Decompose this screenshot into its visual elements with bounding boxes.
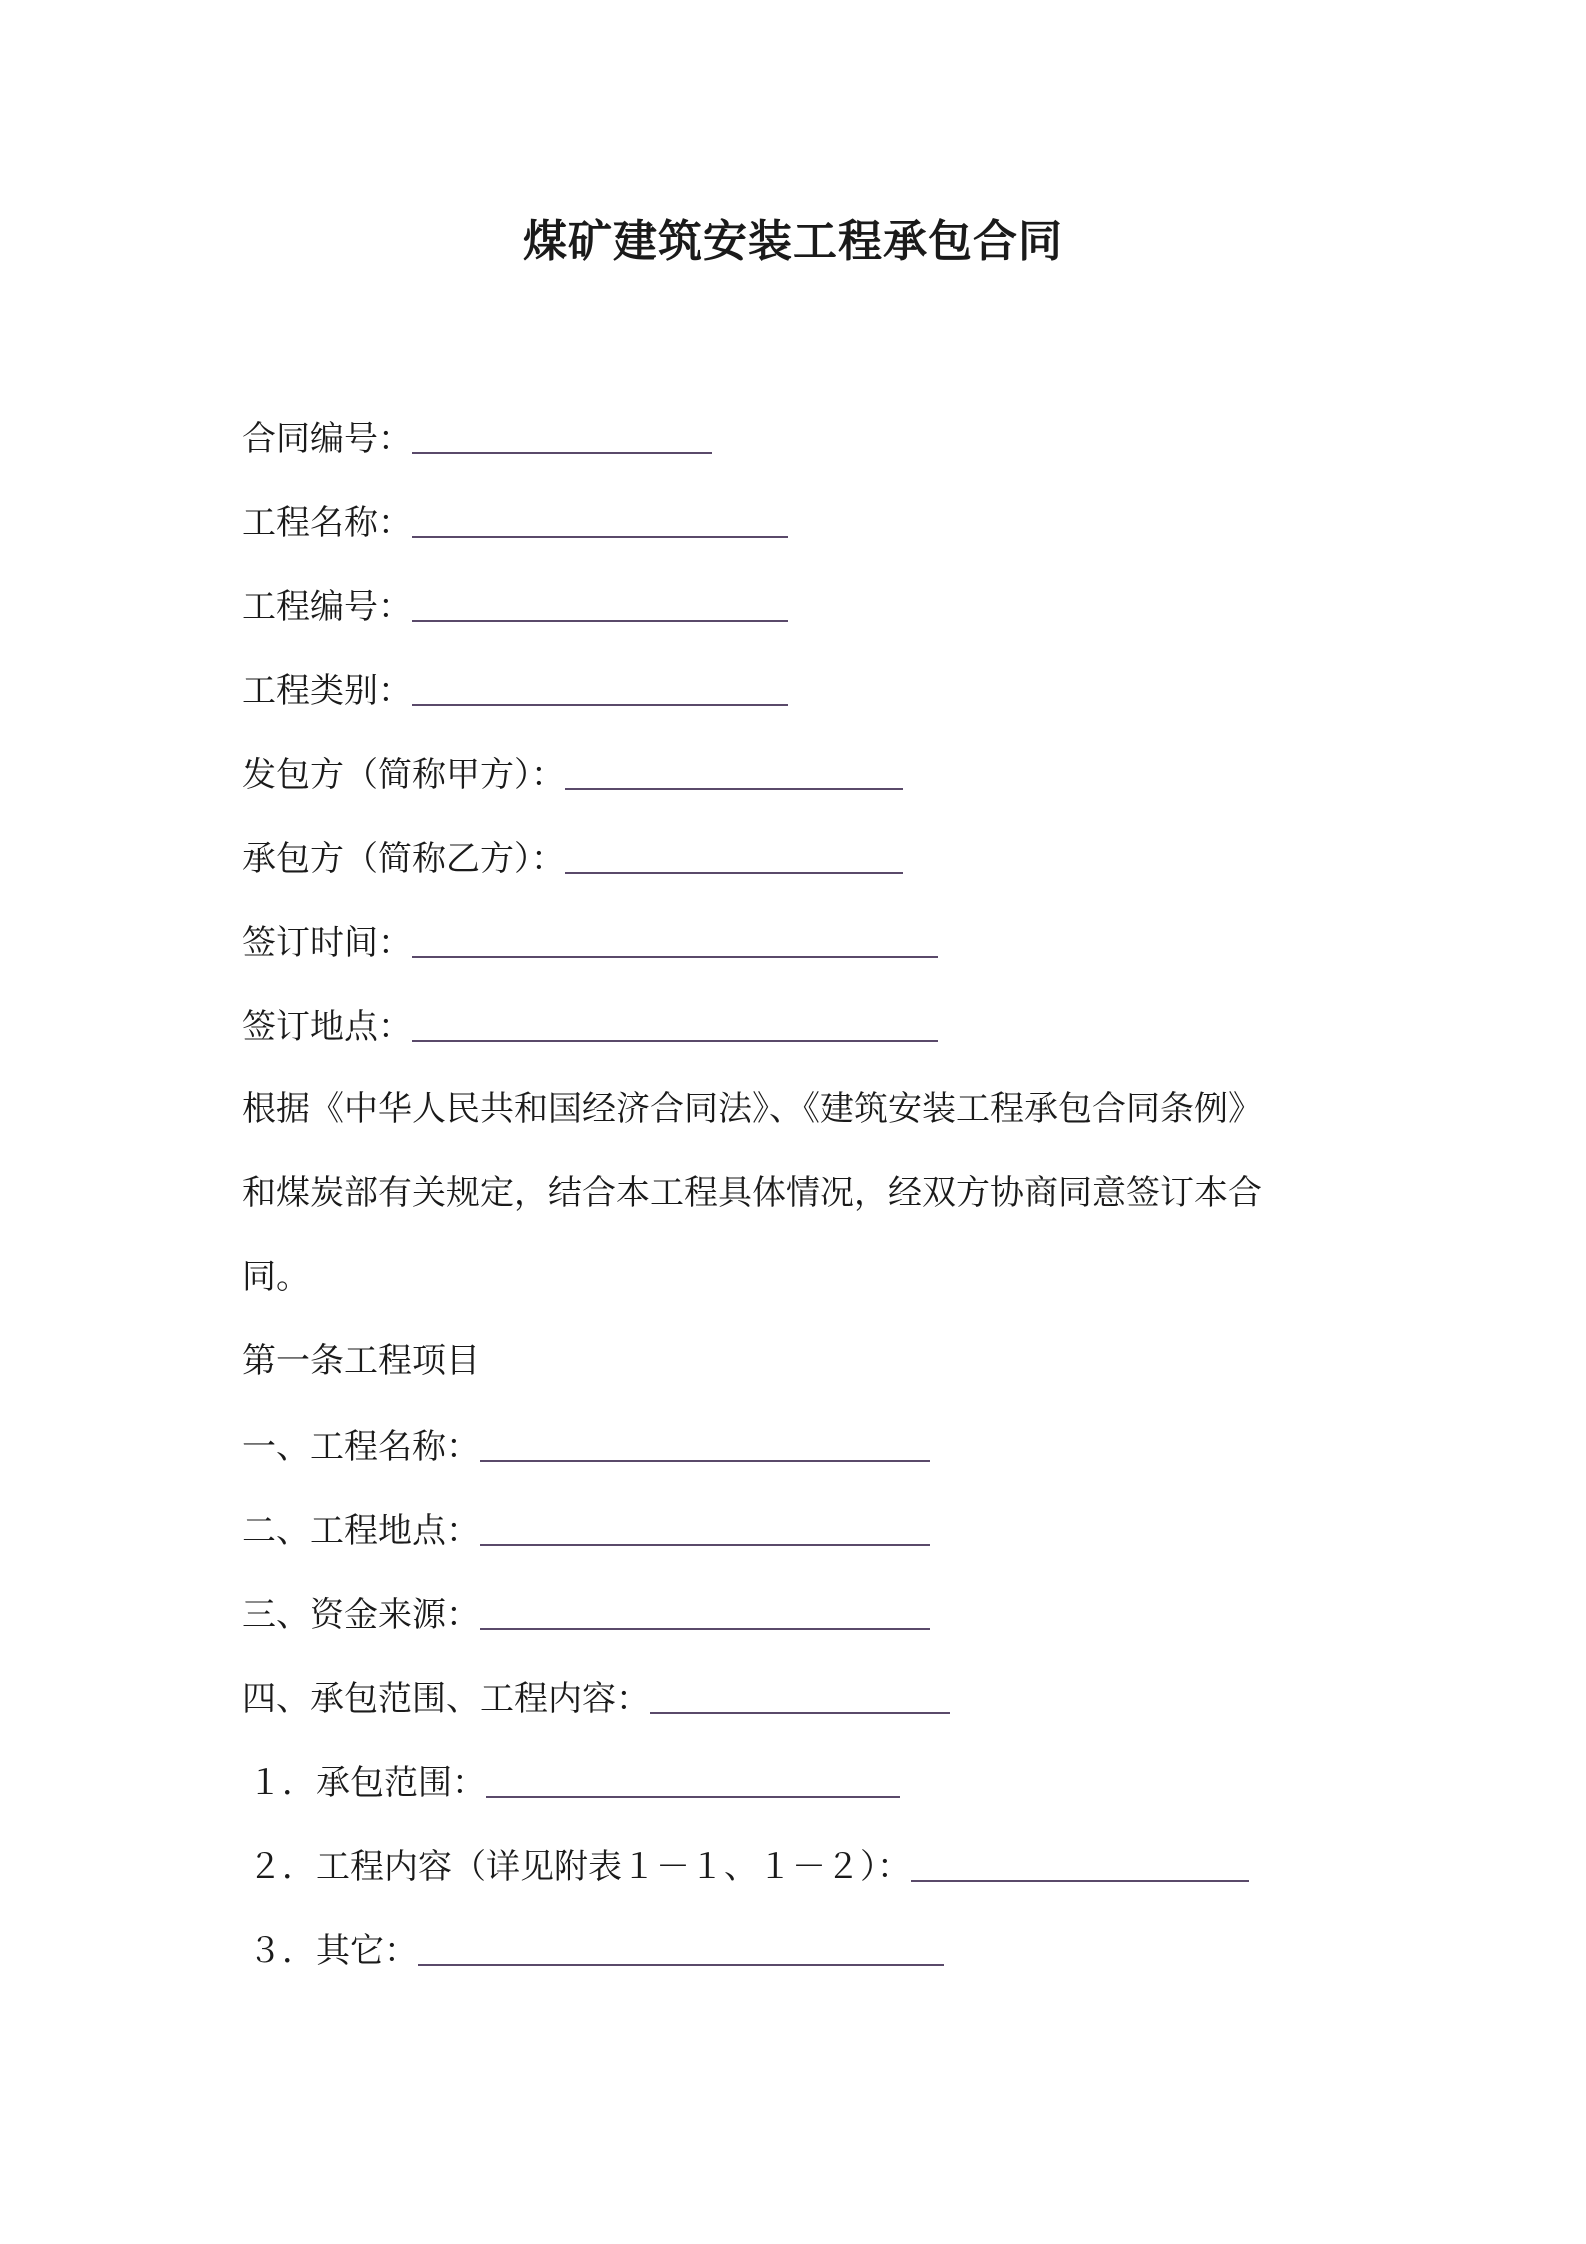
project-number-field: [242, 580, 788, 632]
project-category-field: [242, 664, 788, 716]
fill-in-blank[interactable]: [911, 1844, 1249, 1882]
article-item: [242, 1588, 930, 1640]
field-label: 签订地点：: [242, 1007, 412, 1047]
item-label: 三、资金来源：: [242, 1595, 480, 1635]
field-label: 发包方（简称甲方）：: [242, 755, 565, 795]
field-label: 工程名称：: [242, 503, 412, 543]
page-title: 煤矿建筑安装工程承包合同: [523, 216, 1063, 267]
article-subitem: [248, 1840, 1249, 1892]
party-a-field: [242, 748, 903, 800]
fill-in-blank[interactable]: [486, 1760, 900, 1798]
article-item: [242, 1504, 930, 1556]
item-label: ３．其它：: [248, 1931, 418, 1971]
fill-in-blank[interactable]: [412, 920, 938, 958]
intro-paragraph-line: 根据《中华人民共和国经济合同法》、《建筑安装工程承包合同条例》: [242, 1089, 1262, 1129]
article-item: [242, 1672, 950, 1724]
field-label: 合同编号：: [242, 419, 412, 459]
item-label: 二、工程地点：: [242, 1511, 480, 1551]
signing-date-field: [242, 916, 938, 968]
fill-in-blank[interactable]: [412, 416, 712, 454]
contract-number-field: [242, 412, 712, 464]
fill-in-blank[interactable]: [650, 1676, 950, 1714]
fill-in-blank[interactable]: [565, 752, 903, 790]
fill-in-blank[interactable]: [565, 836, 903, 874]
article-subitem: [248, 1924, 944, 1976]
fill-in-blank[interactable]: [412, 500, 788, 538]
fill-in-blank[interactable]: [480, 1508, 930, 1546]
article-heading: 第一条工程项目: [242, 1341, 480, 1381]
item-label: 四、承包范围、工程内容：: [242, 1679, 650, 1719]
field-label: 签订时间：: [242, 923, 412, 963]
field-label: 工程编号：: [242, 587, 412, 627]
item-label: ２．工程内容（详见附表１－１、１－２）：: [248, 1847, 911, 1887]
intro-paragraph-line: 和煤炭部有关规定，结合本工程具体情况，经双方协商同意签订本合: [242, 1173, 1262, 1213]
project-name-field: [242, 496, 788, 548]
field-label: 工程类别：: [242, 671, 412, 711]
fill-in-blank[interactable]: [412, 1004, 938, 1042]
field-label: 承包方（简称乙方）：: [242, 839, 565, 879]
item-label: 一、工程名称：: [242, 1427, 480, 1467]
signing-place-field: [242, 1000, 938, 1052]
fill-in-blank[interactable]: [480, 1592, 930, 1630]
article-item: [242, 1420, 930, 1472]
fill-in-blank[interactable]: [418, 1928, 944, 1966]
intro-paragraph-line: 同。: [242, 1257, 310, 1297]
article-subitem: [248, 1756, 900, 1808]
fill-in-blank[interactable]: [412, 668, 788, 706]
fill-in-blank[interactable]: [480, 1424, 930, 1462]
fill-in-blank[interactable]: [412, 584, 788, 622]
item-label: １．承包范围：: [248, 1763, 486, 1803]
party-b-field: [242, 832, 903, 884]
